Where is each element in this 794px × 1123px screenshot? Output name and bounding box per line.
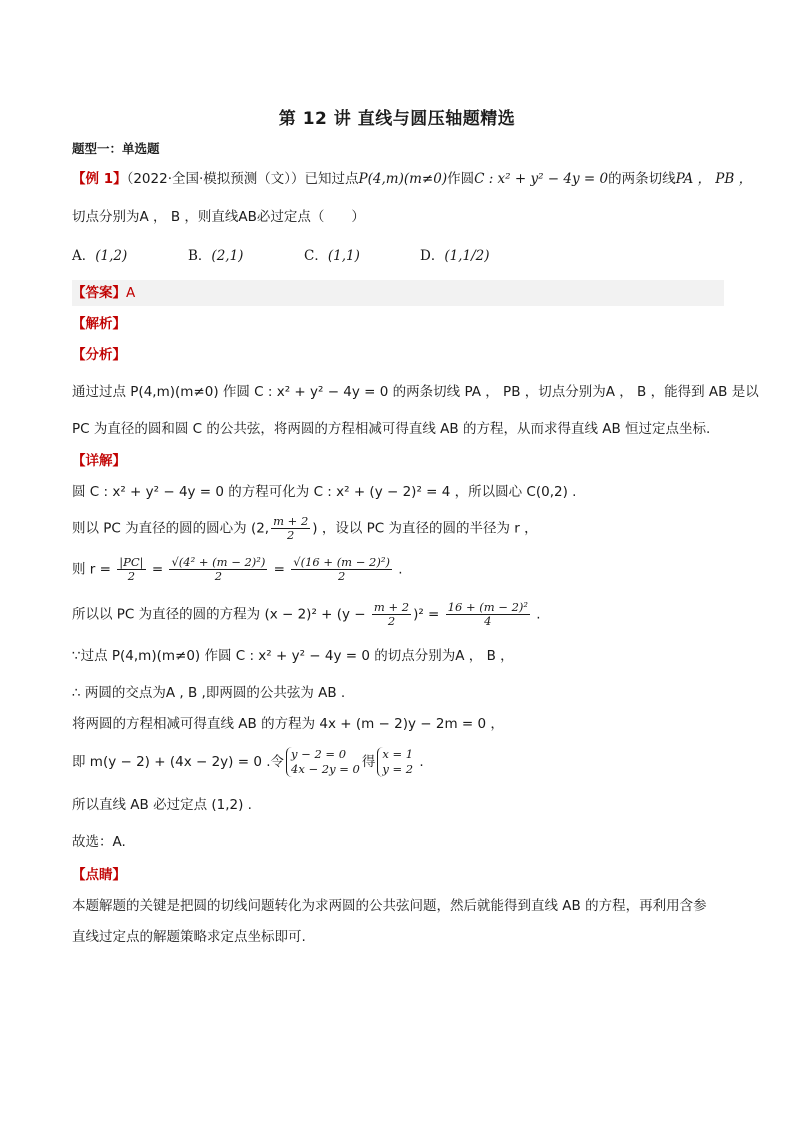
stem-part-c: 的两条切线	[608, 171, 676, 187]
answer-value: A	[126, 285, 136, 301]
analysis-tag: 【解析】	[72, 316, 126, 332]
detail-line-9: 所以直线 AB 必过定点 (1,2) .	[72, 797, 252, 813]
fenxi-line-1: 通过过点 P(4,m)(m≠0) 作圆 C : x² + y² − 4y = 0 的两条切线 PA ， PB ，切点分别为A ， B ，能得到 AB 是以	[72, 384, 759, 400]
answer-tag: 【答案】	[72, 285, 126, 301]
option-d: D．(1,1/2)	[420, 248, 490, 264]
example-stem-line-2: 切点分别为A ， B ，则直线AB必过定点（ ）	[72, 209, 365, 225]
detail-line-8: 即 m(y − 2) + (4x − 2y) = 0 .令 y − 2 = 0 4x − 2y = 0 得 x = 1 y = 2 .	[72, 747, 424, 776]
lecture-title: 第 12 讲 直线与圆压轴题精选	[278, 109, 516, 129]
detail-line-4: 所以以 PC 为直径的圆的方程为 (x − 2)² + (y − $\frac{m + 2}{2}$ )² = $\frac{\text{16 + (m − 2)²}}{4}$ .	[72, 600, 541, 628]
detail-line-1: 圆 C : x² + y² − 4y = 0 的方程可化为 C : x² + (y − 2)² = 4 ，所以圆心 C(0,2) .	[72, 484, 577, 500]
tangent-lines: PA ， PB ，	[675, 171, 753, 187]
fenxi-line-2: PC 为直径的圆和圆 C 的公共弦，将两圆的方程相减可得直线 AB 的方程，从而求得直线 AB 恒过定点坐标.	[72, 421, 711, 437]
section-heading: 题型一：单选题	[72, 141, 160, 156]
fenxi-tag: 【分析】	[72, 347, 126, 363]
dianjing-tag: 【点睛】	[72, 867, 126, 883]
dianjing-line-1: 本题解题的关键是把圆的切线问题转化为求两圆的公共弦问题，然后就能得到直线 AB 的方程，再利用含参	[72, 898, 707, 914]
detail-line-3: 则 r = $\frac{|PC|}{2}$ = $\frac{\text{√(4² + (m − 2)²)}}{2}$ = $\frac{\text{√(16 + (m − 2)²)}}{2}$ .	[72, 555, 403, 583]
stem-part-b: 作圆	[447, 171, 475, 187]
detail-line-5: ∵过点 P(4,m)(m≠0) 作圆 C : x² + y² − 4y = 0 的切点分别为A ， B ，	[72, 648, 514, 664]
detail-line-2: 则以 PC 为直径的圆的圆心为 (2, $\frac{m + 2}{2}$ ) ，设以 PC 为直径的圆的半径为 r ，	[72, 514, 538, 542]
detail-tag: 【详解】	[72, 453, 126, 469]
point-p: P(4,m)(m≠0)	[358, 171, 448, 187]
stem-part-a: 已知过点	[304, 171, 359, 187]
dianjing-line-2: 直线过定点的解题策略求定点坐标即可.	[72, 929, 306, 945]
option-c: C．(1,1)	[304, 248, 360, 264]
option-b: B．(2,1)	[188, 248, 244, 264]
circle-equation: C : x² + y² − 4y = 0	[474, 171, 609, 187]
detail-line-10: 故选：A.	[72, 834, 126, 850]
example-stem-line-1	[72, 168, 753, 190]
example-source: （2022·全国·模拟预测（文））	[126, 171, 305, 187]
option-a: A．(1,2)	[72, 248, 128, 264]
detail-line-7: 将两圆的方程相减可得直线 AB 的方程为 4x + (m − 2)y − 2m = 0 ，	[72, 716, 504, 732]
example-tag: 【例 1】	[72, 171, 127, 187]
answer-line	[72, 282, 722, 304]
detail-line-6: ∴ 两圆的交点为A , B ,即两圆的公共弦为 AB .	[72, 685, 346, 701]
